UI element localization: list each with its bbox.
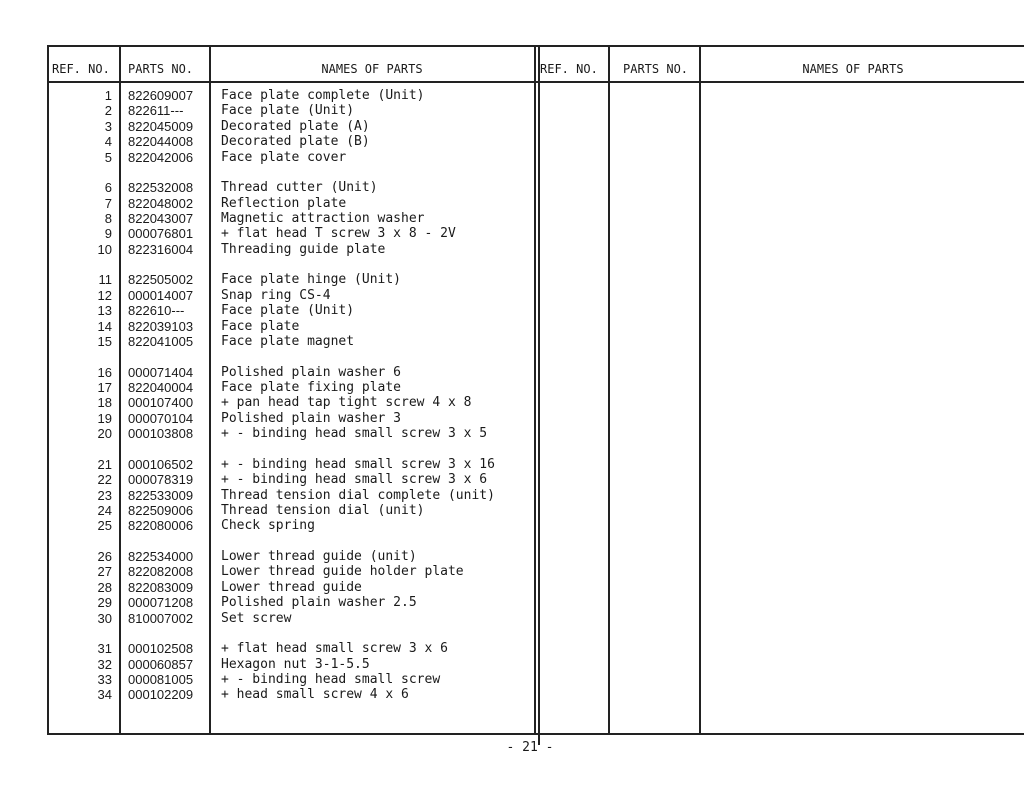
- table-top-border: [47, 45, 1024, 47]
- part-name-cell: + - binding head small screw: [221, 672, 441, 687]
- part-name-cell: Decorated plate (B): [221, 134, 370, 150]
- header-parts-no-left: PARTS NO.: [128, 62, 194, 76]
- center-divider-b: [538, 45, 540, 745]
- part-name-cell: Snap ring CS-4: [221, 287, 331, 303]
- part-no-cell: 000102508: [128, 641, 194, 657]
- ref-no-cell: 18: [97, 395, 112, 411]
- part-no-cell: 000070104: [128, 410, 194, 426]
- part-no-cell: 000102209: [128, 687, 194, 703]
- part-name-cell: Lower thread guide: [221, 579, 362, 595]
- part-name-cell: Thread tension dial (unit): [221, 503, 425, 518]
- left-border: [47, 45, 49, 734]
- part-name-cell: Set screw: [221, 610, 292, 626]
- part-name-cell: + flat head small screw 3 x 6: [221, 641, 448, 657]
- part-no-cell: 822609007: [128, 88, 194, 103]
- part-no-cell: 000071208: [128, 595, 194, 611]
- part-name-cell: + - binding head small screw 3 x 5: [221, 426, 488, 442]
- ref-no-cell: 15: [97, 334, 112, 349]
- part-name-cell: Face plate complete (Unit): [221, 88, 425, 103]
- part-no-cell: 822316004: [128, 241, 194, 257]
- ref-no-cell: 22: [97, 472, 112, 488]
- ref-no-cell: 1: [104, 88, 112, 103]
- ref-no-cell: 7: [104, 195, 112, 211]
- ref-no-cell: 11: [98, 272, 112, 288]
- part-no-cell: 810007002: [128, 610, 194, 626]
- ref-no-cell: 34: [97, 687, 112, 703]
- part-name-cell: Face plate fixing plate: [221, 380, 402, 395]
- ref-no-cell: 29: [97, 595, 112, 611]
- part-name-cell: Polished plain washer 3: [221, 410, 402, 426]
- part-no-cell: 822532008: [128, 180, 194, 196]
- ref-no-cell: 16: [97, 364, 112, 380]
- ref-parts-divider-left: [119, 45, 121, 734]
- part-no-cell: 000078319: [128, 472, 194, 488]
- part-name-cell: Decorated plate (A): [221, 118, 370, 134]
- ref-no-cell: 8: [104, 211, 112, 226]
- header-names-right: NAMES OF PARTS: [802, 62, 904, 76]
- part-name-cell: + - binding head small screw 3 x 6: [221, 472, 488, 488]
- part-name-cell: Thread cutter (Unit): [221, 180, 378, 196]
- ref-no-cell: 14: [97, 318, 112, 334]
- part-no-cell: 000014007: [128, 287, 194, 303]
- ref-no-cell: 10: [97, 241, 112, 257]
- ref-parts-divider-right: [608, 45, 610, 734]
- ref-no-cell: 12: [97, 287, 112, 303]
- part-no-cell: 822611---: [128, 103, 184, 119]
- part-no-cell: 822043007: [128, 211, 194, 226]
- part-name-cell: Face plate: [221, 318, 300, 334]
- part-no-cell: 822080006: [128, 518, 194, 534]
- part-no-cell: 822040004: [128, 380, 194, 395]
- ref-no-cell: 27: [97, 564, 112, 580]
- part-no-cell: 822534000: [128, 549, 194, 564]
- ref-no-cell: 13: [97, 303, 112, 319]
- header-divider: [47, 81, 1024, 83]
- ref-no-cell: 32: [97, 656, 112, 672]
- part-no-cell: 000071404: [128, 364, 194, 380]
- part-no-cell: 822610---: [128, 303, 185, 319]
- part-no-cell: 822042006: [128, 149, 194, 165]
- center-divider-a: [534, 45, 536, 734]
- part-name-cell: Lower thread guide holder plate: [221, 564, 464, 580]
- part-name-cell: + flat head T screw 3 x 8 - 2V: [221, 226, 456, 242]
- ref-no-cell: 23: [97, 487, 112, 503]
- part-name-cell: Lower thread guide (unit): [221, 549, 417, 564]
- part-name-cell: Face plate (Unit): [221, 303, 355, 319]
- ref-no-cell: 20: [97, 426, 112, 442]
- part-no-cell: 822082008: [128, 564, 194, 580]
- table-bottom-border: [47, 733, 1024, 735]
- ref-no-cell: 24: [97, 503, 112, 518]
- ref-no-cell: 17: [97, 380, 112, 395]
- ref-no-cell: 31: [97, 641, 112, 657]
- page-number: - 21 -: [506, 740, 554, 755]
- part-name-cell: Reflection plate: [221, 195, 347, 211]
- parts-names-divider-right: [699, 45, 701, 734]
- parts-names-divider-left: [209, 45, 211, 734]
- ref-no-cell: 4: [104, 134, 112, 150]
- ref-no-cell: 30: [97, 610, 112, 626]
- part-no-cell: 822045009: [128, 118, 194, 134]
- part-name-cell: + - binding head small screw 3 x 16: [221, 456, 495, 472]
- part-name-cell: Threading guide plate: [221, 241, 386, 257]
- part-no-cell: 822048002: [128, 195, 194, 211]
- part-no-cell: 822533009: [128, 487, 194, 503]
- ref-no-cell: 28: [97, 579, 112, 595]
- part-name-cell: Check spring: [221, 518, 315, 534]
- part-no-cell: 822041005: [128, 334, 194, 349]
- part-name-cell: Polished plain washer 6: [221, 364, 402, 380]
- ref-no-cell: 33: [97, 672, 112, 687]
- part-name-cell: + pan head tap tight screw 4 x 8: [221, 395, 472, 411]
- header-parts-no-right: PARTS NO.: [623, 62, 689, 76]
- part-no-cell: 822039103: [128, 318, 194, 334]
- header-names-left: NAMES OF PARTS: [321, 62, 423, 76]
- part-name-cell: Magnetic attraction washer: [221, 211, 425, 226]
- part-no-cell: 000107400: [128, 395, 194, 411]
- part-no-cell: 000106502: [128, 456, 194, 472]
- part-no-cell: 000103808: [128, 426, 194, 442]
- part-no-cell: 822505002: [128, 272, 194, 288]
- ref-no-cell: 3: [104, 118, 112, 134]
- part-no-cell: 822509006: [128, 503, 194, 518]
- ref-no-cell: 5: [104, 149, 112, 165]
- ref-no-cell: 19: [97, 410, 112, 426]
- header-ref-no-right: REF. NO.: [540, 62, 598, 76]
- part-name-cell: Thread tension dial complete (unit): [221, 487, 495, 503]
- ref-no-cell: 25: [97, 518, 112, 534]
- ref-no-cell: 2: [104, 103, 112, 119]
- part-name-cell: Polished plain washer 2.5: [221, 595, 417, 611]
- part-no-cell: 000060857: [128, 656, 194, 672]
- part-no-cell: 000081005: [128, 672, 194, 687]
- part-name-cell: + head small screw 4 x 6: [221, 687, 409, 703]
- part-no-cell: 822083009: [128, 579, 194, 595]
- part-name-cell: Hexagon nut 3-1-5.5: [221, 656, 370, 672]
- part-name-cell: Face plate magnet: [221, 334, 355, 349]
- part-name-cell: Face plate cover: [221, 149, 347, 165]
- ref-no-cell: 26: [97, 549, 112, 564]
- part-name-cell: Face plate hinge (Unit): [221, 272, 402, 288]
- ref-no-cell: 21: [97, 456, 112, 472]
- part-name-cell: Face plate (Unit): [221, 103, 355, 119]
- part-no-cell: 822044008: [128, 134, 194, 150]
- ref-no-cell: 6: [104, 180, 112, 196]
- part-no-cell: 000076801: [128, 226, 194, 242]
- ref-no-cell: 9: [104, 226, 112, 242]
- header-ref-no-left: REF. NO.: [52, 62, 110, 76]
